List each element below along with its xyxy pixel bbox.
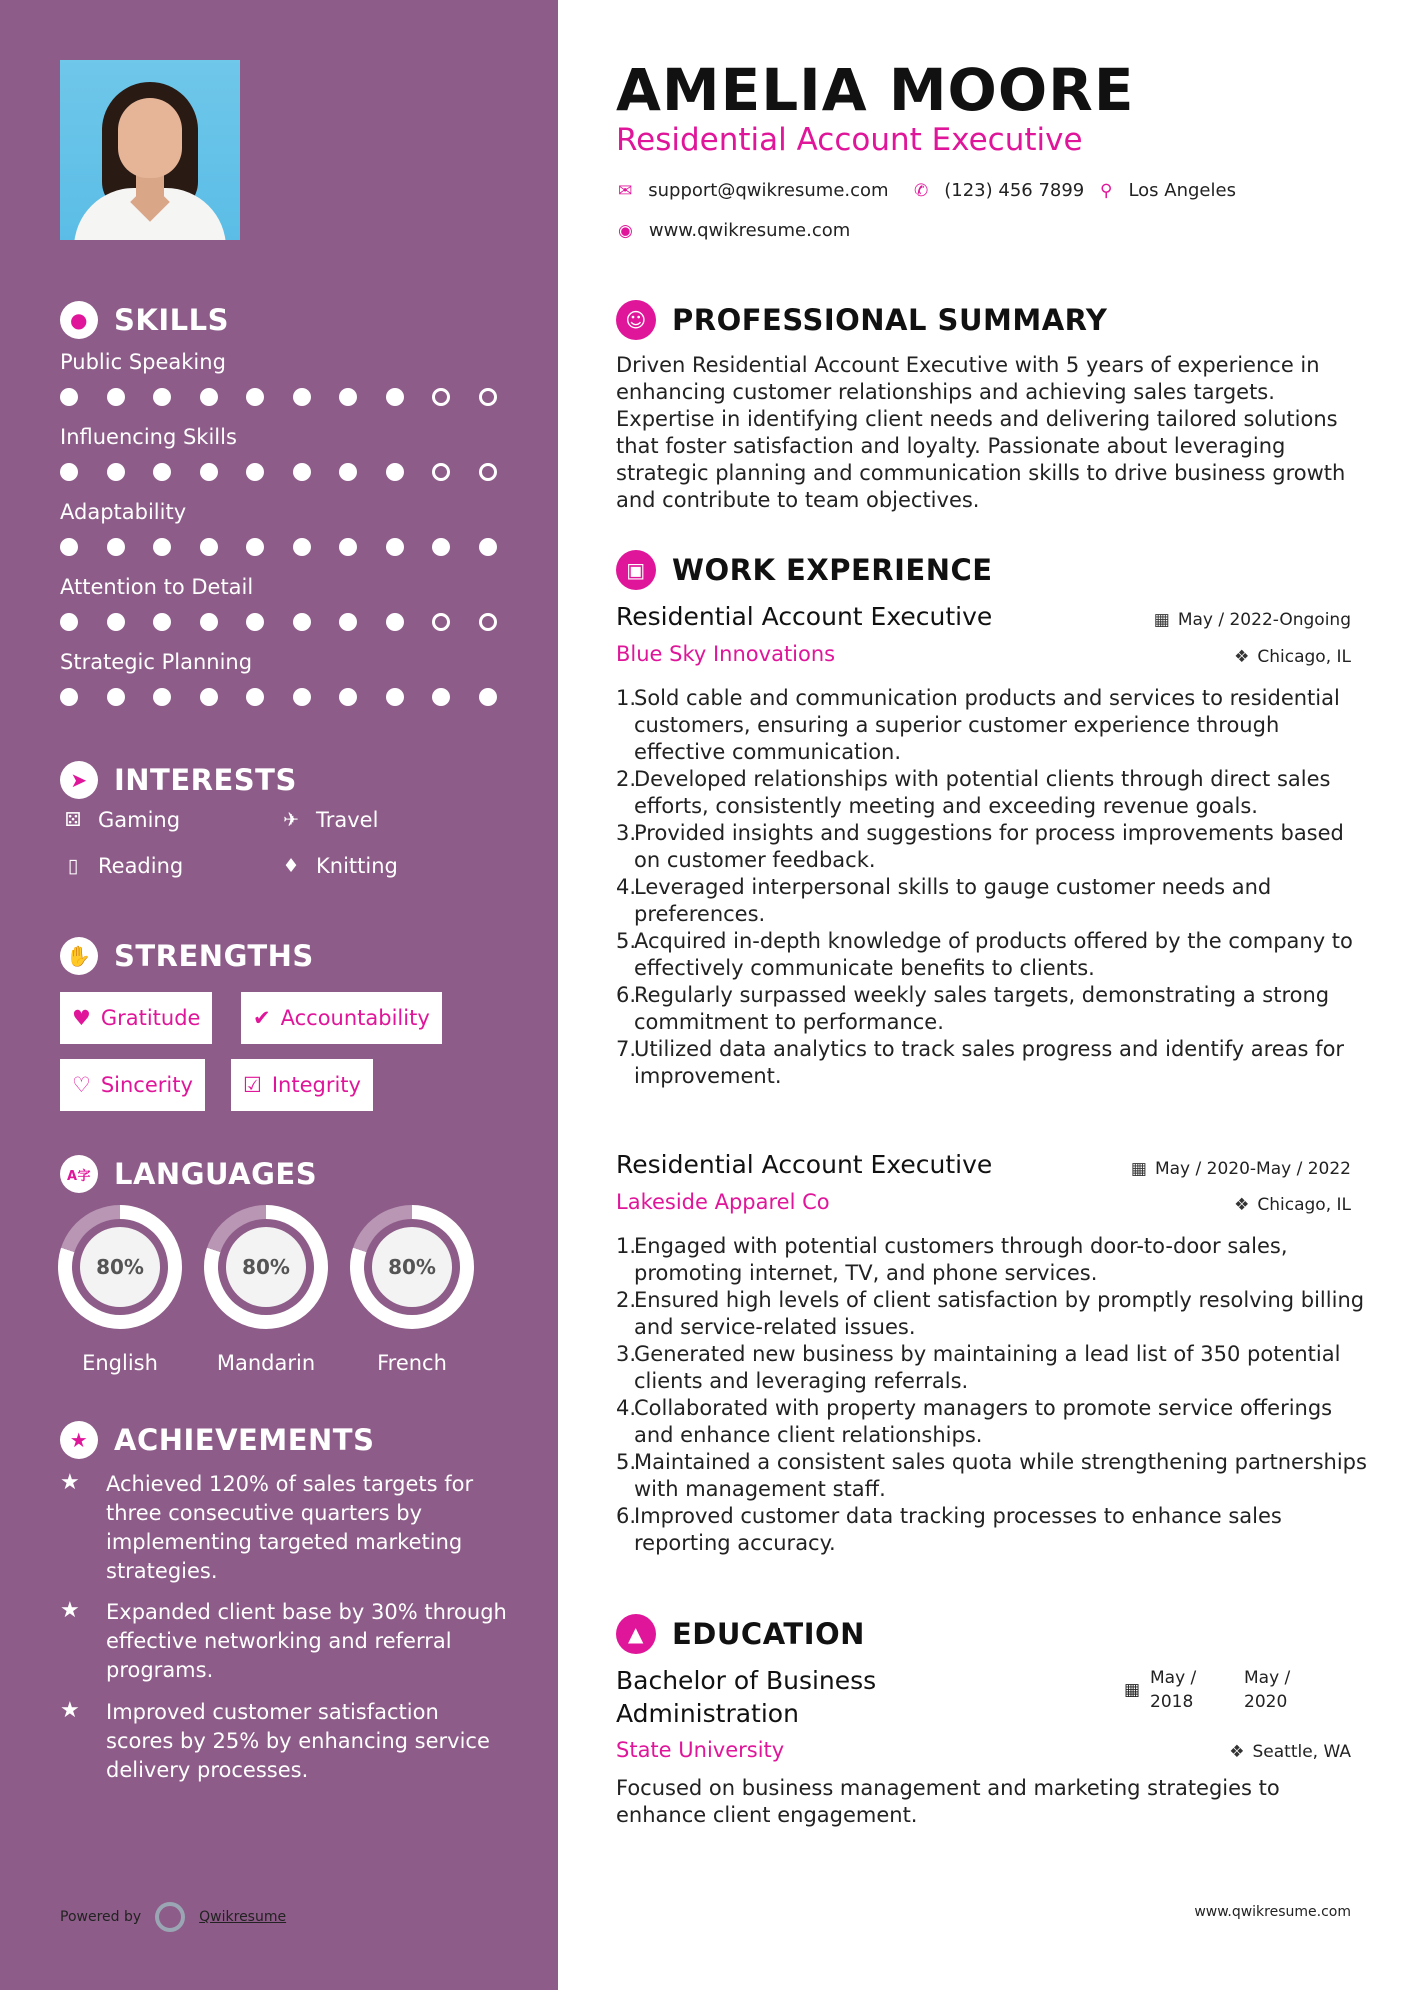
strength-tag <box>60 1059 205 1111</box>
check-circle-icon: ✔ <box>253 1006 271 1030</box>
skill-rating <box>60 463 500 483</box>
rating-dot-empty <box>479 613 497 631</box>
phone-text: (123) 456 7899 <box>944 180 1085 201</box>
rating-dot-filled <box>246 688 264 706</box>
contact-location <box>1100 180 1236 201</box>
edu-start-year: 2018 <box>1150 1692 1194 1712</box>
strengths-heading <box>60 937 314 975</box>
calendar-icon: ▦ <box>1153 610 1170 630</box>
rating-dot-filled <box>153 613 171 631</box>
job-bullet <box>616 1449 1372 1503</box>
plane-icon: ✈ <box>283 809 299 831</box>
rating-dot-filled <box>246 613 264 631</box>
rating-dot-filled <box>153 463 171 481</box>
rating-dot-filled <box>432 538 450 556</box>
job-bullet <box>616 982 1372 1036</box>
star-badge-icon: ★ <box>60 1421 98 1459</box>
school-name: State University <box>616 1738 785 1762</box>
rating-dot-filled <box>293 688 311 706</box>
rating-dot-filled <box>60 613 78 631</box>
skill-name: Attention to Detail <box>60 575 254 599</box>
globe-icon: ◉ <box>618 220 633 241</box>
languages-heading <box>60 1155 317 1193</box>
rating-dot-filled <box>386 463 404 481</box>
rating-dot-filled <box>386 688 404 706</box>
calendar-icon: ▦ <box>1130 1159 1147 1179</box>
rating-dot-filled <box>246 538 264 556</box>
rating-dot-filled <box>339 388 357 406</box>
edu-start-date <box>1150 1666 1196 1714</box>
bullet-text: Regularly surpassed weekly sales targets, demonstrating a strong commitment to performance. <box>634 983 1330 1034</box>
strength-tag <box>231 1059 373 1111</box>
language-item <box>58 1205 182 1375</box>
rating-dot-filled <box>107 688 125 706</box>
job-bullet <box>616 1036 1372 1090</box>
achievement-text: Improved customer satisfaction scores by 25% by enhancing service delivery processes. <box>106 1700 490 1782</box>
paper-plane-icon: ➤ <box>60 761 98 799</box>
skill-rating <box>60 613 500 633</box>
rating-dot-filled <box>107 538 125 556</box>
rating-dot-filled <box>293 538 311 556</box>
user-icon: ☺ <box>616 300 656 340</box>
summary-text: Driven Residential Account Executive with 5 years of experience in enhancing customer relationships and achieving sales targets. Expertise in identifying client needs and delivering tailored solutions that foster satisfaction and loyalty. Passionate about leveraging strategic planning and communication skills to drive business growth and contribute to team objectives. <box>616 353 1346 512</box>
rating-dot-filled <box>107 613 125 631</box>
job-date <box>1131 1159 1351 1179</box>
rating-dot-filled <box>339 613 357 631</box>
bullet-text: Collaborated with property managers to promote service offerings and enhance client relationships. <box>634 1396 1333 1447</box>
star-icon: ★ <box>60 1598 80 1623</box>
strength-label: Gratitude <box>100 1006 201 1030</box>
interest-item <box>278 854 398 878</box>
job-bullet <box>616 685 1372 766</box>
experience-heading <box>616 550 993 590</box>
rating-dot-filled <box>60 688 78 706</box>
book-icon: ▯ <box>67 855 79 877</box>
bullet-text: Acquired in-depth knowledge of products offered by the company to effectively communicate benefits to clients. <box>634 929 1353 980</box>
qwikresume-logo-icon <box>155 1902 185 1932</box>
footer-url[interactable]: www.qwikresume.com <box>1194 1904 1351 1920</box>
job-location-text: Chicago, IL <box>1257 647 1351 667</box>
trophy-icon: ♦ <box>282 855 300 877</box>
skill-item <box>60 425 500 483</box>
skill-name: Public Speaking <box>60 350 226 374</box>
rating-dot-empty <box>479 388 497 406</box>
degree-title: Bachelor of Business Administration <box>616 1666 877 1728</box>
skill-rating <box>60 688 500 708</box>
skill-name: Influencing Skills <box>60 425 237 449</box>
edu-start-month: May / <box>1150 1668 1197 1688</box>
bullet-text: Improved customer data tracking processes to enhance sales reporting accuracy. <box>634 1504 1282 1555</box>
bullet-text: Leveraged interpersonal skills to gauge customer needs and preferences. <box>634 875 1272 926</box>
strength-label: Accountability <box>280 1006 430 1030</box>
bullet-text: Maintained a consistent sales quota while strengthening partnerships with management staff. <box>634 1450 1367 1501</box>
job-bullets <box>616 1233 1372 1557</box>
interest-label: Gaming <box>98 808 181 832</box>
location-text: Los Angeles <box>1128 180 1236 201</box>
skills-title: SKILLS <box>114 303 229 337</box>
achievement-item <box>60 1698 510 1785</box>
calendar-icon: ▦ <box>1124 1680 1141 1700</box>
lightbulb-icon: ● <box>60 301 98 339</box>
rating-dot-filled <box>246 463 264 481</box>
email-text: support@qwikresume.com <box>648 180 889 201</box>
powered-by <box>60 1902 286 1932</box>
interest-label: Travel <box>316 808 379 832</box>
strength-label: Integrity <box>271 1073 361 1097</box>
achievement-item <box>60 1598 510 1685</box>
languages-title: LANGUAGES <box>114 1157 318 1191</box>
experience-title: WORK EXPERIENCE <box>672 553 993 587</box>
phone-icon: ✆ <box>914 180 929 201</box>
bullet-number: 2. <box>616 767 637 791</box>
contact-phone[interactable] <box>914 180 1084 201</box>
language-percent: 80% <box>80 1227 160 1307</box>
rating-dot-filled <box>200 388 218 406</box>
map-pin-icon: ⚲ <box>1100 180 1113 201</box>
pin-icon: ❖ <box>1234 1195 1250 1215</box>
bullet-text: Engaged with potential customers through door-to-door sales, promoting internet, TV, and phone services. <box>634 1234 1288 1285</box>
interest-item <box>278 808 378 832</box>
bullet-text: Utilized data analytics to track sales progress and identify areas for improvement. <box>634 1037 1345 1088</box>
rating-dot-filled <box>200 538 218 556</box>
school-location <box>1229 1742 1351 1762</box>
briefcase-icon: ▣ <box>616 550 656 590</box>
skill-name: Strategic Planning <box>60 650 253 674</box>
candidate-role: Residential Account Executive <box>616 122 1083 158</box>
rating-dot-filled <box>293 613 311 631</box>
rating-dot-filled <box>200 613 218 631</box>
achievement-text: Expanded client base by 30% through effective networking and referral programs. <box>106 1600 507 1682</box>
language-ring <box>58 1205 182 1329</box>
bullet-number: 4. <box>616 875 637 899</box>
contact-email[interactable] <box>618 180 889 201</box>
job-title: Residential Account Executive <box>616 602 993 631</box>
bullet-number: 6. <box>616 983 637 1007</box>
achievement-text: Achieved 120% of sales targets for three consecutive quarters by implementing targeted marketing strategies. <box>106 1472 474 1583</box>
rating-dot-filled <box>200 463 218 481</box>
rating-dot-filled <box>153 388 171 406</box>
interest-item <box>60 854 183 878</box>
language-item <box>204 1205 328 1375</box>
envelope-icon: ✉ <box>618 180 633 201</box>
rating-dot-filled <box>293 463 311 481</box>
website-text: www.qwikresume.com <box>648 220 851 241</box>
star-icon: ★ <box>60 1698 80 1723</box>
contact-website[interactable] <box>618 220 850 241</box>
edu-end-month: May / <box>1244 1668 1291 1688</box>
job-date <box>1154 610 1351 630</box>
job-bullet <box>616 1233 1372 1287</box>
language-ring <box>204 1205 328 1329</box>
gamepad-icon: ⚄ <box>64 809 82 831</box>
rating-dot-empty <box>479 463 497 481</box>
job-bullet <box>616 874 1372 928</box>
rating-dot-filled <box>386 538 404 556</box>
education-heading <box>616 1614 865 1654</box>
job-bullet <box>616 820 1372 874</box>
job-location-text: Chicago, IL <box>1257 1195 1351 1215</box>
skill-item <box>60 500 500 558</box>
job-bullet <box>616 928 1372 982</box>
rating-dot-filled <box>479 688 497 706</box>
education-title: EDUCATION <box>672 1617 865 1651</box>
job-location <box>1234 1195 1351 1215</box>
interest-label: Knitting <box>316 854 398 878</box>
summary-heading <box>616 300 1107 340</box>
rating-dot-filled <box>339 538 357 556</box>
rating-dot-filled <box>60 388 78 406</box>
rating-dot-filled <box>339 688 357 706</box>
language-ring <box>350 1205 474 1329</box>
rating-dot-filled <box>293 388 311 406</box>
job-location <box>1234 647 1351 667</box>
language-percent: 80% <box>226 1227 306 1307</box>
bullet-number: 1. <box>616 686 637 710</box>
heart-icon: ♥ <box>72 1006 91 1030</box>
bullet-text: Generated new business by maintaining a lead list of 350 potential clients and leveraging referrals. <box>634 1342 1341 1393</box>
bullet-number: 2. <box>616 1288 637 1312</box>
rating-dot-filled <box>479 538 497 556</box>
job-company: Lakeside Apparel Co <box>616 1190 830 1214</box>
star-icon: ★ <box>60 1470 80 1495</box>
rating-dot-filled <box>153 538 171 556</box>
rating-dot-filled <box>432 688 450 706</box>
interests-title: INTERESTS <box>114 763 297 797</box>
rating-dot-filled <box>60 538 78 556</box>
bullet-text: Provided insights and suggestions for process improvements based on customer feedback. <box>634 821 1344 872</box>
pin-icon: ❖ <box>1234 647 1250 667</box>
achievement-item <box>60 1470 510 1586</box>
language-item <box>350 1205 474 1375</box>
bullet-number: 6. <box>616 1504 637 1528</box>
graduation-cap-icon: ▲ <box>616 1614 656 1654</box>
strengths-title: STRENGTHS <box>114 939 314 973</box>
brand-link[interactable]: Qwikresume <box>199 1909 287 1925</box>
job-bullet <box>616 1395 1372 1449</box>
skills-heading <box>60 301 229 339</box>
job-bullet <box>616 1341 1372 1395</box>
rating-dot-filled <box>153 688 171 706</box>
achievements-title: ACHIEVEMENTS <box>114 1423 375 1457</box>
sidebar <box>0 0 558 1990</box>
language-icon: A字 <box>60 1155 98 1193</box>
job-title: Residential Account Executive <box>616 1150 993 1179</box>
job-date-text: May / 2020-May / 2022 <box>1154 1159 1351 1179</box>
rating-dot-empty <box>432 388 450 406</box>
strength-tag <box>60 992 212 1044</box>
skill-rating <box>60 538 500 558</box>
powered-by-text: Powered by <box>60 1909 142 1925</box>
rating-dot-filled <box>386 388 404 406</box>
bullet-number: 7. <box>616 1037 637 1061</box>
rating-dot-filled <box>386 613 404 631</box>
rating-dot-filled <box>200 688 218 706</box>
edu-end-date <box>1244 1666 1290 1714</box>
skill-rating <box>60 388 500 408</box>
bullet-number: 1. <box>616 1234 637 1258</box>
interest-item <box>60 808 180 832</box>
job-company: Blue Sky Innovations <box>616 642 836 666</box>
rating-dot-filled <box>107 388 125 406</box>
edu-end-year: 2020 <box>1244 1692 1288 1712</box>
skill-item <box>60 350 500 408</box>
strength-tag <box>241 992 442 1044</box>
check-square-icon: ☑ <box>243 1073 262 1097</box>
heart-outline-icon: ♡ <box>72 1073 91 1097</box>
skill-item <box>60 650 500 708</box>
summary-title: PROFESSIONAL SUMMARY <box>672 303 1108 337</box>
job-bullet <box>616 1503 1372 1557</box>
school-location-text: Seattle, WA <box>1252 1742 1351 1762</box>
job-bullet <box>616 766 1372 820</box>
language-percent: 80% <box>372 1227 452 1307</box>
pin-icon: ❖ <box>1229 1742 1245 1762</box>
job-date-text: May / 2022-Ongoing <box>1177 610 1351 630</box>
skill-name: Adaptability <box>60 500 187 524</box>
profile-photo <box>60 60 240 240</box>
rating-dot-filled <box>246 388 264 406</box>
rating-dot-filled <box>60 463 78 481</box>
bullet-number: 4. <box>616 1396 637 1420</box>
job-bullet <box>616 1287 1372 1341</box>
interests-heading <box>60 761 297 799</box>
language-name: English <box>82 1351 158 1375</box>
rating-dot-filled <box>107 463 125 481</box>
strength-label: Sincerity <box>100 1073 193 1097</box>
fist-icon: ✋ <box>60 937 98 975</box>
bullet-number: 3. <box>616 1342 637 1366</box>
rating-dot-empty <box>432 613 450 631</box>
bullet-number: 5. <box>616 1450 637 1474</box>
rating-dot-empty <box>432 463 450 481</box>
bullet-text: Developed relationships with potential clients through direct sales efforts, consistently meeting and exceeding revenue goals. <box>634 767 1331 818</box>
bullet-number: 3. <box>616 821 637 845</box>
bullet-number: 5. <box>616 929 637 953</box>
language-name: French <box>377 1351 447 1375</box>
main-content <box>558 0 1407 1990</box>
skill-item <box>60 575 500 633</box>
language-name: Mandarin <box>216 1351 316 1375</box>
rating-dot-filled <box>339 463 357 481</box>
bullet-text: Sold cable and communication products and services to residential customers, ensuring a superior customer experience through effective communication. <box>634 686 1340 764</box>
achievements-heading <box>60 1421 374 1459</box>
candidate-name: AMELIA MOORE <box>616 56 1135 124</box>
education-description: Focused on business management and marketing strategies to enhance client engagement. <box>616 1776 1280 1827</box>
bullet-text: Ensured high levels of client satisfaction by promptly resolving billing and service-related issues. <box>634 1288 1365 1339</box>
interest-label: Reading <box>98 854 184 878</box>
job-bullets <box>616 685 1372 1090</box>
